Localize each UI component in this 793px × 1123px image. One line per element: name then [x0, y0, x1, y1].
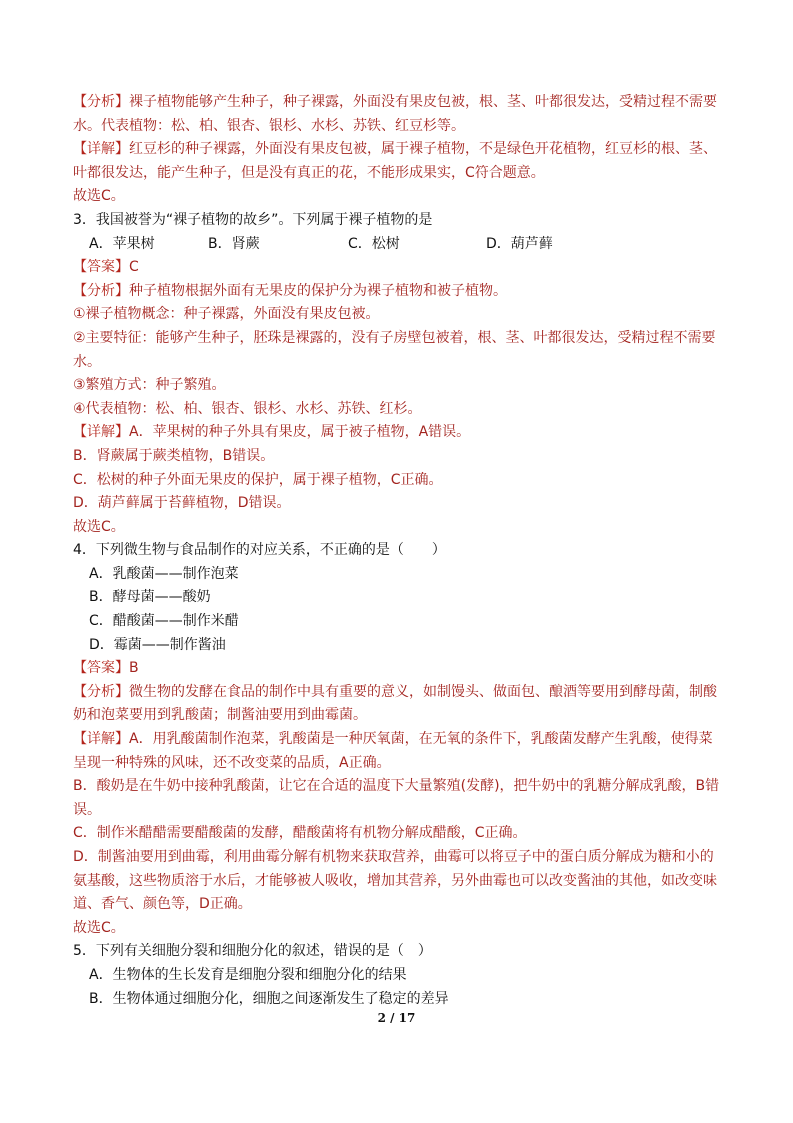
detail-text: D．制酱油要用到曲霉，利用曲霉分解有机物来获取营养，曲霉可以将豆子中的蛋白质分解成为糖和小的	[73, 849, 714, 865]
option-a: A．乳酸菌——制作泡菜	[89, 565, 239, 582]
analysis-text: 裸子植物能够产生种子，种子裸露，外面没有果皮包被，根、茎、叶都很发达，受精过程不需要	[129, 94, 717, 110]
analysis-text: 种子植物根据外面有无果皮的保护分为裸子植物和被子植物。	[129, 282, 507, 299]
detail-text: C．松树的种子外面无果皮的保护，属于裸子植物，C正确。	[73, 471, 443, 488]
option-b: B．生物体通过细胞分化，细胞之间逐渐发生了稳定的差异	[89, 990, 449, 1007]
detail-text: D．葫芦藓属于苔藓植物，D错误。	[73, 495, 291, 512]
document-body	[73, 91, 721, 1011]
analysis-point: ①裸子植物概念：种子裸露，外面没有果皮包被。	[73, 306, 380, 323]
analysis-line	[73, 280, 721, 304]
answer-line	[73, 657, 721, 681]
question-3-stem: 3．我国被誉为“裸子植物的故乡”。下列属于裸子植物的是	[73, 211, 433, 228]
option-d: D．葫芦藓	[486, 235, 553, 252]
analysis-tag: 【分析】	[73, 94, 129, 110]
option-b: B．酵母菌——酸奶	[89, 589, 211, 606]
option-b: B．肾蕨	[208, 235, 260, 252]
detail-tag: 【详解】	[73, 424, 129, 441]
analysis-tag: 【分析】	[73, 683, 129, 700]
answer-tag: 【答案】	[73, 259, 129, 276]
detail-text: 呈现一种特殊的风味，还不改变菜的品质，A正确。	[73, 754, 391, 771]
question-3-options	[73, 233, 721, 257]
answer-value: C	[129, 259, 139, 276]
detail-text: 叶都很发达，能产生种子，但是没有真正的花，不能形成果实，C符合题意。	[73, 164, 545, 181]
question-5-stem: 5．下列有关细胞分裂和细胞分化的叙述，错误的是（ ）	[73, 943, 432, 960]
option-a: A．生物体的生长发育是细胞分裂和细胞分化的结果	[89, 966, 407, 983]
detail-tag: 【详解】	[73, 731, 129, 748]
detail-text: 道、香气、颜色等，D正确。	[73, 896, 252, 913]
option-a: A．苹果树	[89, 235, 155, 252]
detail-text: 氨基酸，这些物质溶于水后，才能够被人吸收，增加其营养，另外曲霉也可以改变酱油的其他，如改变味	[73, 872, 717, 889]
detail-text: 误。	[73, 801, 101, 818]
detail-text: C．制作米醋醋需要醋酸菌的发酵，醋酸菌将有机物分解成醋酸，C正确。	[73, 825, 527, 842]
analysis-line	[73, 681, 721, 705]
page-number: 2 / 17	[377, 1011, 416, 1025]
answer-value: B	[129, 660, 139, 677]
detail-text: 红豆杉的种子裸露，外面没有果皮包被，属于裸子植物，不是绿色开花植物，红豆杉的根、茎、	[129, 141, 717, 158]
detail-text: B．酸奶是在牛奶中接种乳酸菌，让它在合适的温度下大量繁殖(发酵)，把牛奶中的乳糖分解成乳酸，B错	[73, 778, 720, 795]
analysis-point: ②主要特征：能够产生种子，胚珠是裸露的，没有子房壁包被着，根、茎、叶都很发达，受精过程不需要	[73, 329, 716, 346]
analysis-tag: 【分析】	[73, 282, 129, 299]
analysis-line	[73, 91, 721, 115]
detail-line	[73, 421, 721, 445]
option-c: C．醋酸菌——制作米醋	[89, 613, 239, 630]
detail-line	[73, 728, 721, 752]
answer-tag: 【答案】	[73, 660, 129, 677]
detail-tag: 【详解】	[73, 141, 129, 158]
answer-line	[73, 256, 721, 280]
conclusion: 故选C。	[73, 188, 125, 205]
analysis-point: ③繁殖方式：种子繁殖。	[73, 377, 226, 394]
analysis-point: 水。	[73, 353, 101, 370]
detail-text: B．肾蕨属于蕨类植物，B错误。	[73, 447, 275, 464]
detail-line	[73, 138, 721, 162]
analysis-text: 奶和泡菜要用到乳酸菌；制酱油要用到曲霉菌。	[73, 707, 367, 724]
conclusion: 故选C。	[73, 919, 125, 936]
conclusion: 故选C。	[73, 518, 125, 535]
detail-text: A．用乳酸菌制作泡菜，乳酸菌是一种厌氧菌，在无氧的条件下，乳酸菌发酵产生乳酸，使得菜	[129, 731, 713, 748]
analysis-text: 水。代表植物：松、柏、银杏、银杉、水杉、苏铁、红豆杉等。	[73, 117, 465, 134]
option-c: C．松树	[348, 235, 400, 252]
option-d: D．霉菌——制作酱油	[89, 636, 226, 653]
question-4-stem: 4．下列微生物与食品制作的对应关系，不正确的是（ ）	[73, 542, 446, 559]
detail-text: A．苹果树的种子外具有果皮，属于被子植物，A错误。	[129, 424, 471, 441]
analysis-text: 微生物的发酵在食品的制作中具有重要的意义，如制馒头、做面包、酿酒等要用到酵母菌，制酸	[129, 683, 717, 700]
analysis-point: ④代表植物：松、柏、银杏、银杉、水杉、苏铁、红杉。	[73, 400, 422, 417]
